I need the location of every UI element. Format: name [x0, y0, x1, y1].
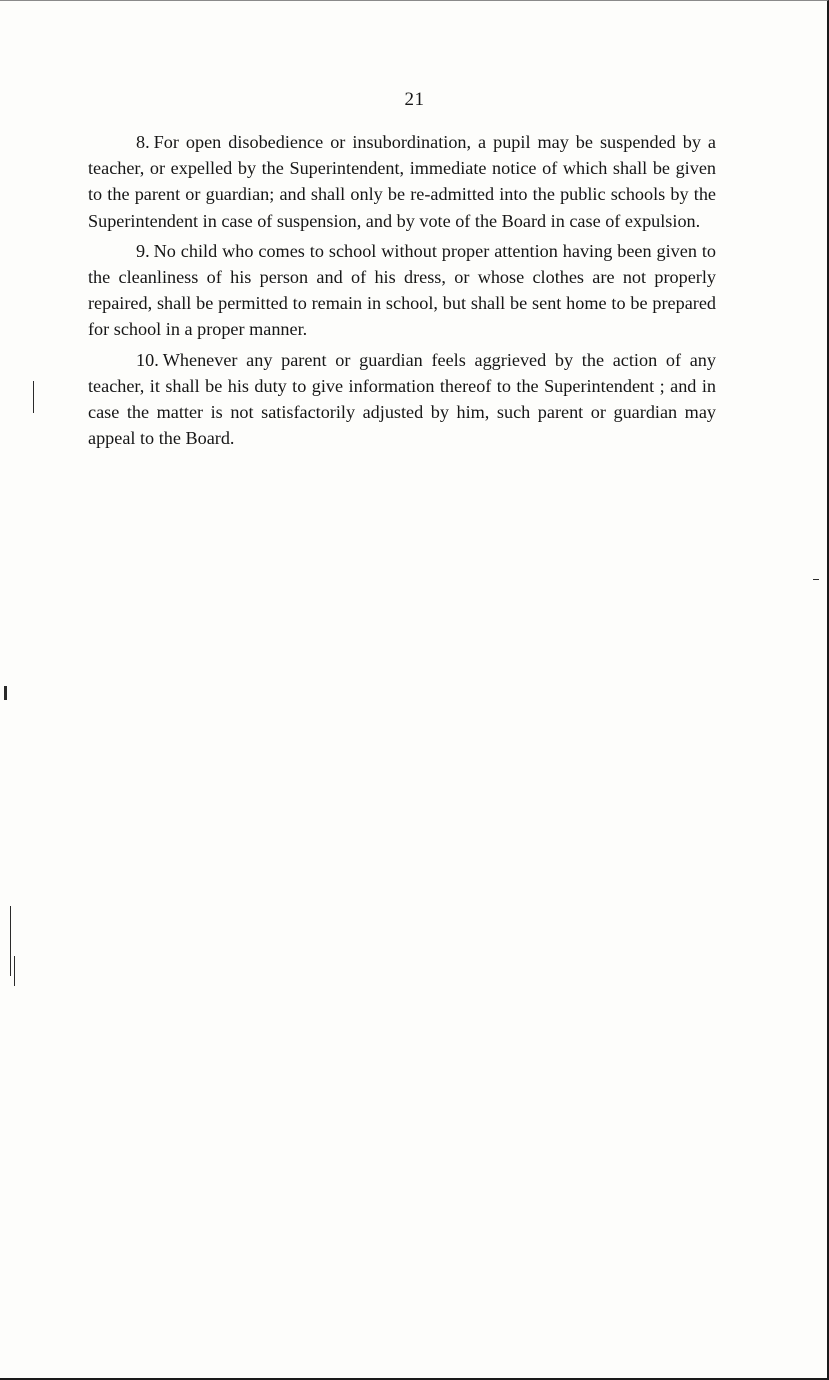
scan-mark — [813, 579, 819, 580]
paragraph-10 — [88, 347, 716, 452]
scan-mark — [14, 956, 15, 986]
paragraph-text: Whenever any parent or guardian feels aggrieved by the action of any teacher, it shall be his duty to give information thereof to the Superintendent ; and in case the matter is not satisfactorily adjusted by him, such parent or guardian may appeal to the Board. — [88, 349, 716, 449]
scan-mark — [33, 381, 34, 413]
paragraph-9 — [88, 238, 716, 343]
paragraph-number: 8. — [136, 132, 150, 152]
page-number: 21 — [404, 89, 425, 110]
body-text — [88, 129, 716, 455]
paragraph-8 — [88, 129, 716, 234]
paragraph-text: For open disobedience or insubordination, a pupil may be suspended by a teacher, or expelled by the Superintendent, immediate notice of which shall be given to the parent or guardian; and shall only be re-admitted into the public schools by the Superintendent in case of suspension, and by vote of the Board in case of expulsion. — [88, 132, 716, 231]
paragraph-text: No child who comes to school without proper attention having been given to the cleanliness of his person and of his dress, or whose clothes are not properly repaired, shall be permitted to remain in school, but shall be sent home to be prepared for school in a proper manner. — [88, 240, 716, 340]
scan-mark — [10, 906, 11, 976]
scan-mark — [4, 686, 7, 700]
paragraph-number: 9. — [136, 240, 150, 261]
paragraph-number: 10. — [136, 349, 159, 370]
